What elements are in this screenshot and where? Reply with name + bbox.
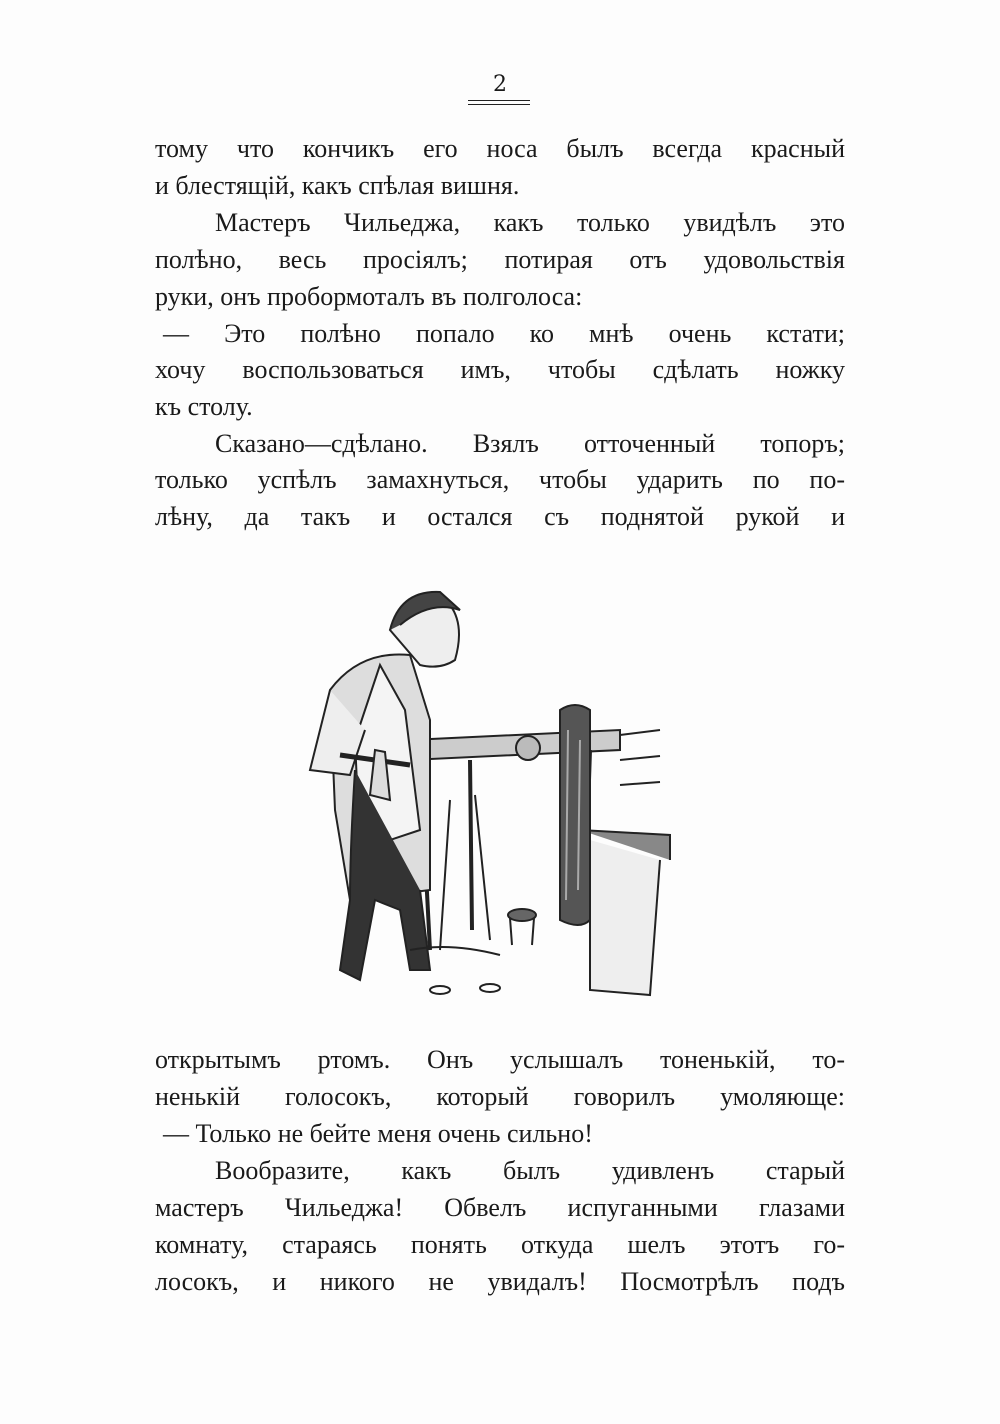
text-line: Мастеръ Чильеджа, какъ только увидѣлъ это [215,208,845,237]
text-line: открытымъ ртомъ. Онъ услышалъ тоненькій, то- [155,1045,845,1074]
text-line: ненькій голосокъ, который говорилъ умоляюще: [155,1082,845,1111]
text-line: только успѣлъ замахнуться, чтобы ударить по по- [155,465,845,494]
text-line: хочу воспользоваться имъ, чтобы сдѣлать ножку [155,355,845,384]
text-line: лосокъ, и никого не увидалъ! Посмотрѣлъ подъ [155,1267,845,1296]
text-line: — Это полѣно попало ко мнѣ очень кстати; [163,319,845,348]
text-line: и блестящій, какъ спѣлая вишня. [155,171,520,200]
text-line: Вообразите, какъ былъ удивленъ старый [215,1156,845,1185]
text-line: лѣну, да такъ и остался съ поднятой рукой и [155,502,845,531]
text-line: полѣно, весь просіялъ; потирая отъ удовольствія [155,245,845,274]
text-line: Сказано—сдѣлано. Взялъ отточенный топоръ; [215,429,845,458]
page-number-rule [468,100,530,101]
text-line: мастеръ Чильеджа! Обвелъ испуганными глазами [155,1193,845,1222]
text-line: къ столу. [155,392,253,421]
text-line: руки, онъ пробормоталъ въ полголоса: [155,282,583,311]
page-number: 2 [493,72,507,97]
text-line: тому что кончикъ его носа былъ всегда красный [155,134,845,163]
text-line: комнату, стараясь понять откуда шелъ этотъ го- [155,1230,845,1259]
carpenter-illustration [290,570,730,1010]
text-line: — Только не бейте меня очень сильно! [163,1119,593,1148]
page-number-rule [468,104,530,105]
